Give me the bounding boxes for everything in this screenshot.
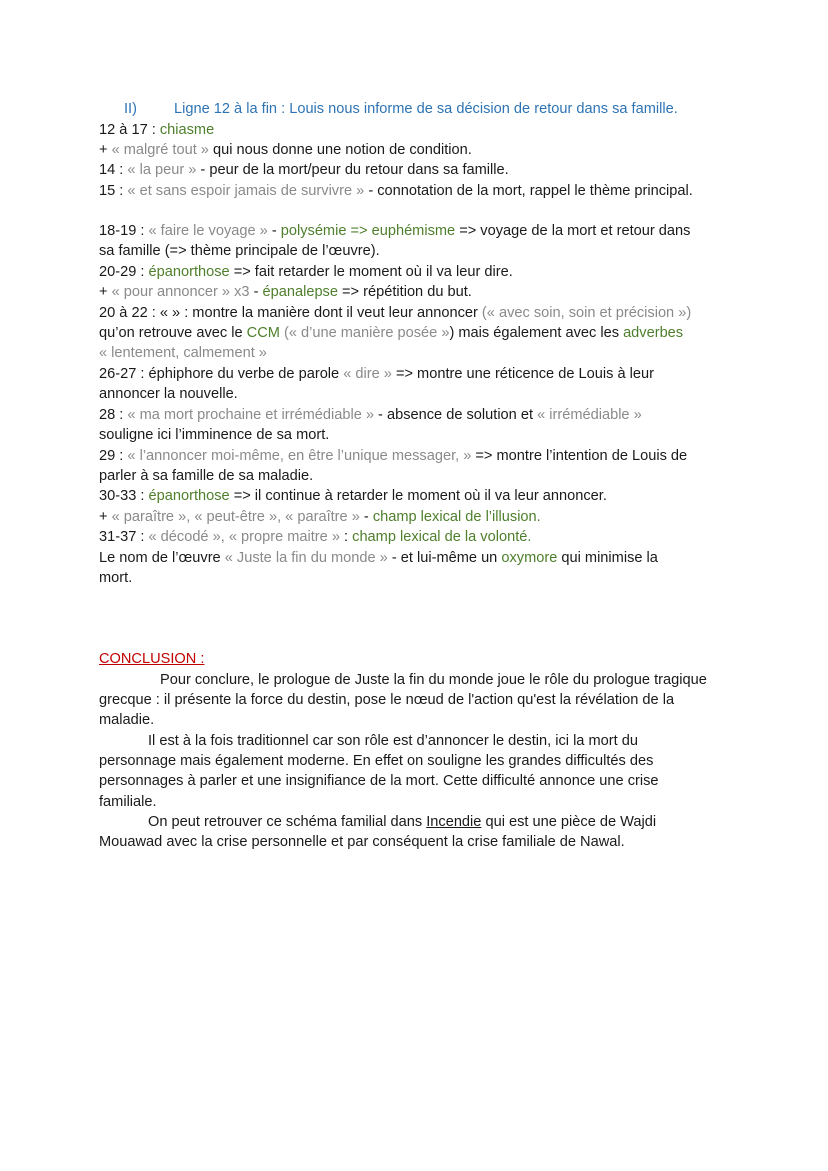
text-segment: 26-27 : éphiphore du verbe de parole — [99, 366, 344, 382]
text-segment: - — [267, 223, 281, 239]
text-line — [99, 262, 513, 282]
text-segment: « lentement, calmement » — [99, 345, 267, 361]
text-segment: maladie. — [99, 712, 155, 728]
text-segment: qui est une pièce de Wajdi — [481, 814, 657, 830]
text-segment: adverbes — [623, 325, 684, 341]
text-segment: familiale. — [99, 794, 157, 810]
text-segment: annoncer la nouvelle. — [99, 386, 238, 402]
text-segment: épanorthose — [148, 264, 230, 280]
text-segment: - et lui-même un — [387, 550, 502, 566]
text-line — [99, 343, 267, 363]
section-title: Ligne 12 à la fin : Louis nous informe de sa décision de retour dans sa famille. — [174, 101, 678, 117]
text-line — [99, 140, 472, 160]
text-segment: « l’annoncer moi-même, en être l’unique messager, » — [127, 448, 472, 464]
text-segment: => voyage de la mort et retour dans — [455, 223, 691, 239]
text-line — [99, 507, 541, 527]
text-line — [160, 670, 707, 690]
conclusion-heading: CONCLUSION : — [99, 651, 205, 667]
text-line — [99, 323, 683, 343]
section-number: II) — [124, 101, 137, 117]
text-segment: « et sans espoir jamais de survivre » — [127, 183, 365, 199]
text-segment: => montre une réticence de Louis à leur — [391, 366, 654, 382]
text-segment: souligne ici l’imminence de sa mort. — [99, 427, 330, 443]
text-segment: (« avec soin, soin et précision ») — [481, 305, 692, 321]
text-segment: 12 à 17 : — [99, 122, 160, 138]
text-line — [99, 221, 690, 241]
text-segment: « malgré tout » — [111, 142, 209, 158]
text-segment: personnages à parler et une insignifiance de la mort. Cette difficulté annonce une crise — [99, 773, 659, 789]
text-line — [99, 384, 238, 404]
text-segment: « ma mort prochaine et irrémédiable » — [127, 407, 374, 423]
text-segment: parler à sa famille de sa maladie. — [99, 468, 314, 484]
text-segment: - — [359, 509, 373, 525]
text-segment: personnage mais également moderne. En effet on souligne les grandes difficultés des — [99, 753, 654, 769]
text-segment: 29 : — [99, 448, 128, 464]
text-segment: 28 : — [99, 407, 128, 423]
text-segment: Pour conclure, le prologue de Juste la fin du monde joue le rôle du prologue tragique — [160, 672, 707, 688]
text-line — [99, 710, 154, 730]
text-line — [99, 364, 654, 384]
text-segment: 20 à 22 : « » : montre la manière dont il veut leur annoncer — [99, 305, 482, 321]
text-segment: - absence de solution et — [374, 407, 538, 423]
text-segment: => répétition du but. — [337, 284, 472, 300]
text-segment: : — [339, 529, 353, 545]
text-segment: - — [249, 284, 263, 300]
text-segment: 20-29 : — [99, 264, 149, 280]
text-line — [99, 751, 653, 771]
text-line — [99, 282, 472, 302]
text-segment: => montre l’intention de Louis de — [471, 448, 688, 464]
text-segment: + — [99, 509, 112, 525]
text-line — [99, 160, 509, 180]
text-segment: CCM — [246, 325, 280, 341]
text-segment: On peut retrouver ce schéma familial dans — [148, 814, 427, 830]
text-segment: grecque : il présente la force du destin, pose le nœud de l'action qu'est la révélation de la — [99, 692, 675, 708]
text-segment: « dire » — [343, 366, 392, 382]
text-line — [148, 812, 656, 832]
text-segment: + — [99, 284, 112, 300]
text-segment: épanalepse — [262, 284, 338, 300]
text-segment: mort. — [99, 570, 133, 586]
text-line — [99, 181, 693, 201]
text-line — [99, 568, 132, 588]
text-line — [99, 690, 674, 710]
text-line — [99, 120, 214, 140]
text-segment: qui nous donne une notion de condition. — [208, 142, 472, 158]
text-segment: Incendie — [426, 814, 482, 830]
text-segment: « faire le voyage » — [148, 223, 268, 239]
text-segment: => il continue à retarder le moment où il va leur annoncer. — [229, 488, 607, 504]
text-segment: sa famille (=> thème principale de l’œuvre). — [99, 243, 380, 259]
text-segment: 31-37 : — [99, 529, 149, 545]
text-line — [99, 425, 329, 445]
text-line — [99, 527, 531, 547]
text-segment: - peur de la mort/peur du retour dans sa famille. — [196, 162, 509, 178]
text-line — [99, 303, 691, 323]
text-segment: « paraître », « peut-être », « paraître » — [111, 509, 360, 525]
text-segment: ) mais également avec les — [449, 325, 624, 341]
text-segment: champ lexical de la volonté. — [352, 529, 532, 545]
text-segment: polysémie => euphémisme — [280, 223, 456, 239]
text-segment: qui minimise la — [557, 550, 658, 566]
text-segment: champ lexical de l’illusion. — [372, 509, 541, 525]
text-segment: 15 : — [99, 183, 128, 199]
text-line — [99, 241, 380, 261]
text-line — [99, 548, 658, 568]
text-segment: (« d’une manière posée » — [279, 325, 450, 341]
text-line — [99, 771, 659, 791]
text-segment: « irrémédiable » — [537, 407, 642, 423]
text-segment: 30-33 : — [99, 488, 149, 504]
text-segment: épanorthose — [148, 488, 230, 504]
text-segment: Il est à la fois traditionnel car son rôle est d’annoncer le destin, ici la mort du — [148, 733, 638, 749]
text-segment: « décodé », « propre maitre » — [148, 529, 340, 545]
text-line — [99, 792, 157, 812]
text-segment: « la peur » — [127, 162, 197, 178]
text-segment: Le nom de l’œuvre — [99, 550, 225, 566]
text-segment: qu’on retrouve avec le — [99, 325, 247, 341]
text-line — [99, 486, 607, 506]
text-segment: + — [99, 142, 112, 158]
text-segment: => fait retarder le moment où il va leur dire. — [229, 264, 513, 280]
text-segment: Mouawad avec la crise personnelle et par conséquent la crise familiale de Nawal. — [99, 834, 625, 850]
text-segment: 18-19 : — [99, 223, 149, 239]
text-line — [148, 731, 638, 751]
text-line — [99, 466, 313, 486]
text-segment: « Juste la fin du monde » — [224, 550, 388, 566]
text-line — [99, 832, 625, 852]
text-segment: chiasme — [159, 122, 215, 138]
text-line — [99, 446, 687, 466]
text-segment: « pour annoncer » x3 — [111, 284, 250, 300]
text-segment: - connotation de la mort, rappel le thème principal. — [364, 183, 693, 199]
text-segment: oxymore — [501, 550, 558, 566]
text-segment: 14 : — [99, 162, 128, 178]
text-line — [99, 405, 642, 425]
